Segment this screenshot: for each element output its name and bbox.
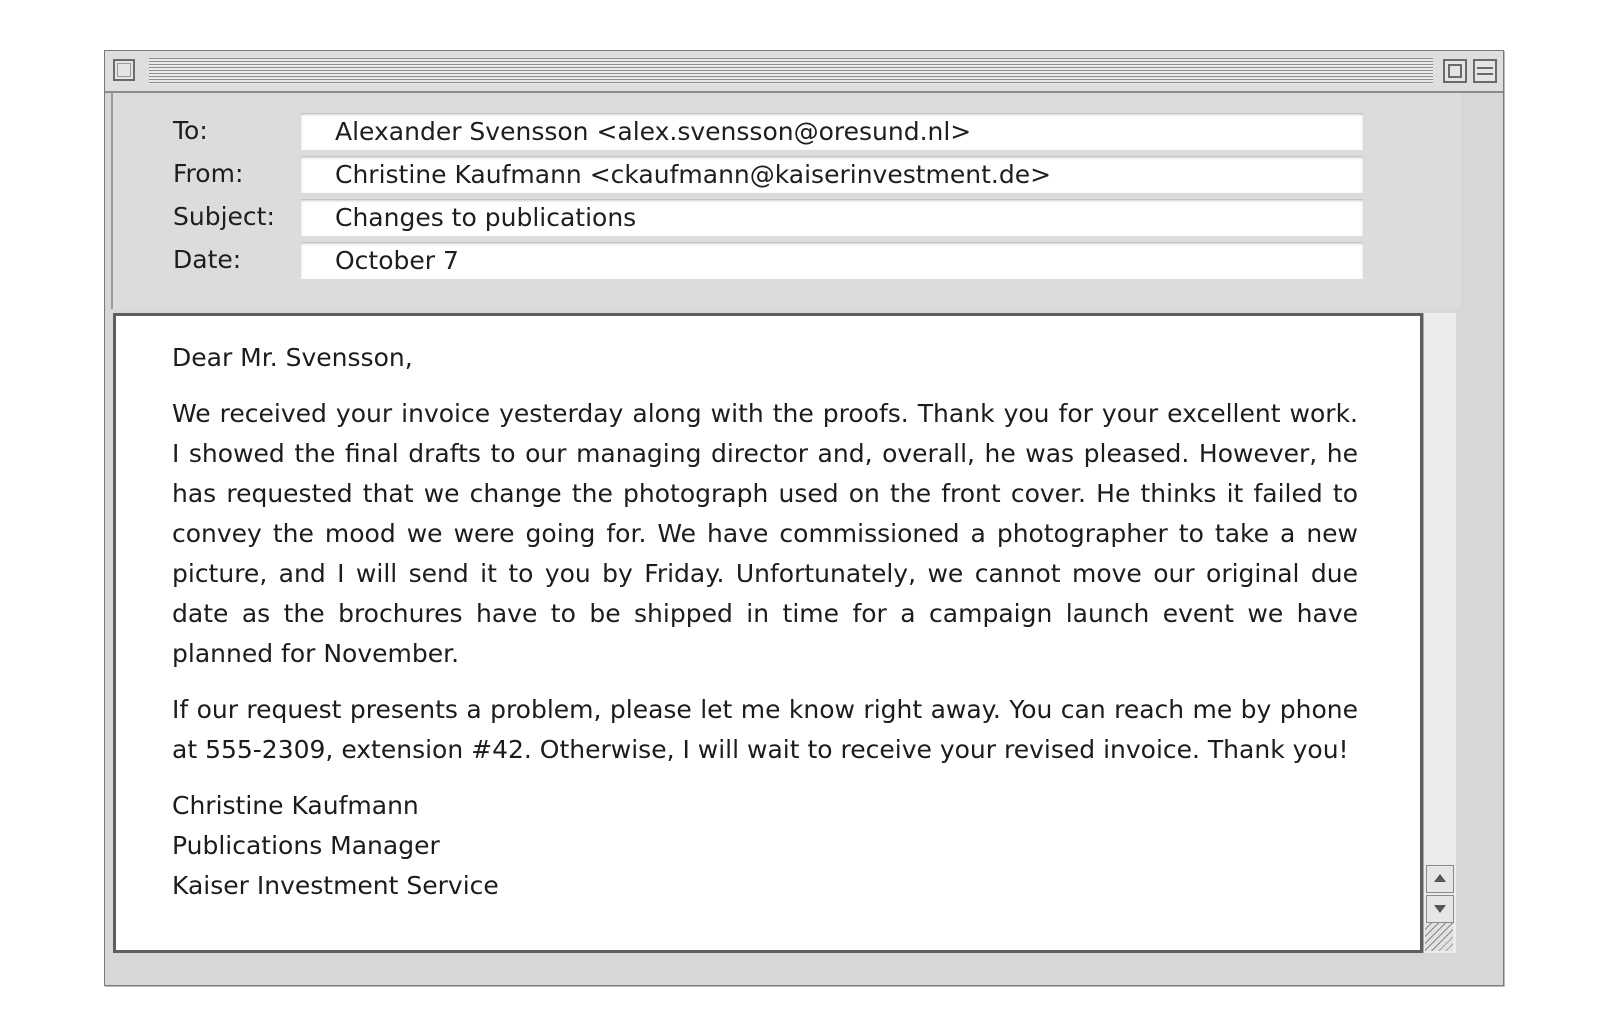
signature bbox=[172, 786, 1358, 906]
header-row-subject bbox=[113, 199, 1461, 235]
collapse-box-icon[interactable] bbox=[1473, 59, 1497, 83]
header-row-from bbox=[113, 156, 1461, 192]
email-window bbox=[104, 50, 1504, 986]
to-field[interactable] bbox=[301, 113, 1363, 150]
signature-name: Christine Kaufmann bbox=[172, 791, 419, 820]
from-label: From: bbox=[173, 159, 244, 188]
resize-grip-icon[interactable] bbox=[1425, 923, 1453, 951]
date-value: October 7 bbox=[335, 246, 459, 275]
title-bar[interactable] bbox=[105, 51, 1503, 93]
message-body[interactable] bbox=[113, 313, 1423, 953]
date-label: Date: bbox=[173, 245, 242, 274]
title-bar-stripes bbox=[149, 58, 1433, 84]
header-row-date bbox=[113, 242, 1461, 278]
close-box-icon[interactable] bbox=[113, 59, 135, 81]
message-text bbox=[172, 338, 1358, 906]
paragraph-1: We received your invoice yesterday along with the proofs. Thank you for your excellent work. I showed the final drafts to our managing director and, overall, he was pleased. However, he has requested that we change the photograph used on the front cover. He thinks it failed to convey the mood we were going for. We have commissioned a photographer to take a new picture, and I will send it to you by Friday. Unfortunately, we cannot move our original due date as the brochures have to be shipped in time for a campaign launch event we have planned for November. bbox=[172, 399, 1358, 668]
email-header bbox=[111, 93, 1461, 309]
paragraph-2: If our request presents a problem, please let me know right away. You can reach me by phone at 555-2309, extension #42. Otherwise, I will wait to receive your revised invoice. Thank you! bbox=[172, 695, 1358, 764]
to-value: Alexander Svensson <alex.svensson@oresund.nl> bbox=[335, 117, 972, 146]
subject-label: Subject: bbox=[173, 202, 275, 231]
subject-field[interactable] bbox=[301, 199, 1363, 236]
to-label: To: bbox=[173, 116, 208, 145]
header-row-to bbox=[113, 113, 1461, 149]
from-field[interactable] bbox=[301, 156, 1363, 193]
scroll-down-arrow-icon[interactable] bbox=[1426, 895, 1454, 923]
vertical-scrollbar[interactable] bbox=[1423, 313, 1456, 953]
from-value: Christine Kaufmann <ckaufmann@kaiserinvestment.de> bbox=[335, 160, 1052, 189]
signature-company: Kaiser Investment Service bbox=[172, 871, 499, 900]
zoom-box-icon[interactable] bbox=[1443, 59, 1467, 83]
scroll-up-arrow-icon[interactable] bbox=[1426, 865, 1454, 893]
signature-title: Publications Manager bbox=[172, 831, 440, 860]
subject-value: Changes to publications bbox=[335, 203, 637, 232]
greeting: Dear Mr. Svensson, bbox=[172, 343, 413, 372]
date-field[interactable] bbox=[301, 242, 1363, 279]
